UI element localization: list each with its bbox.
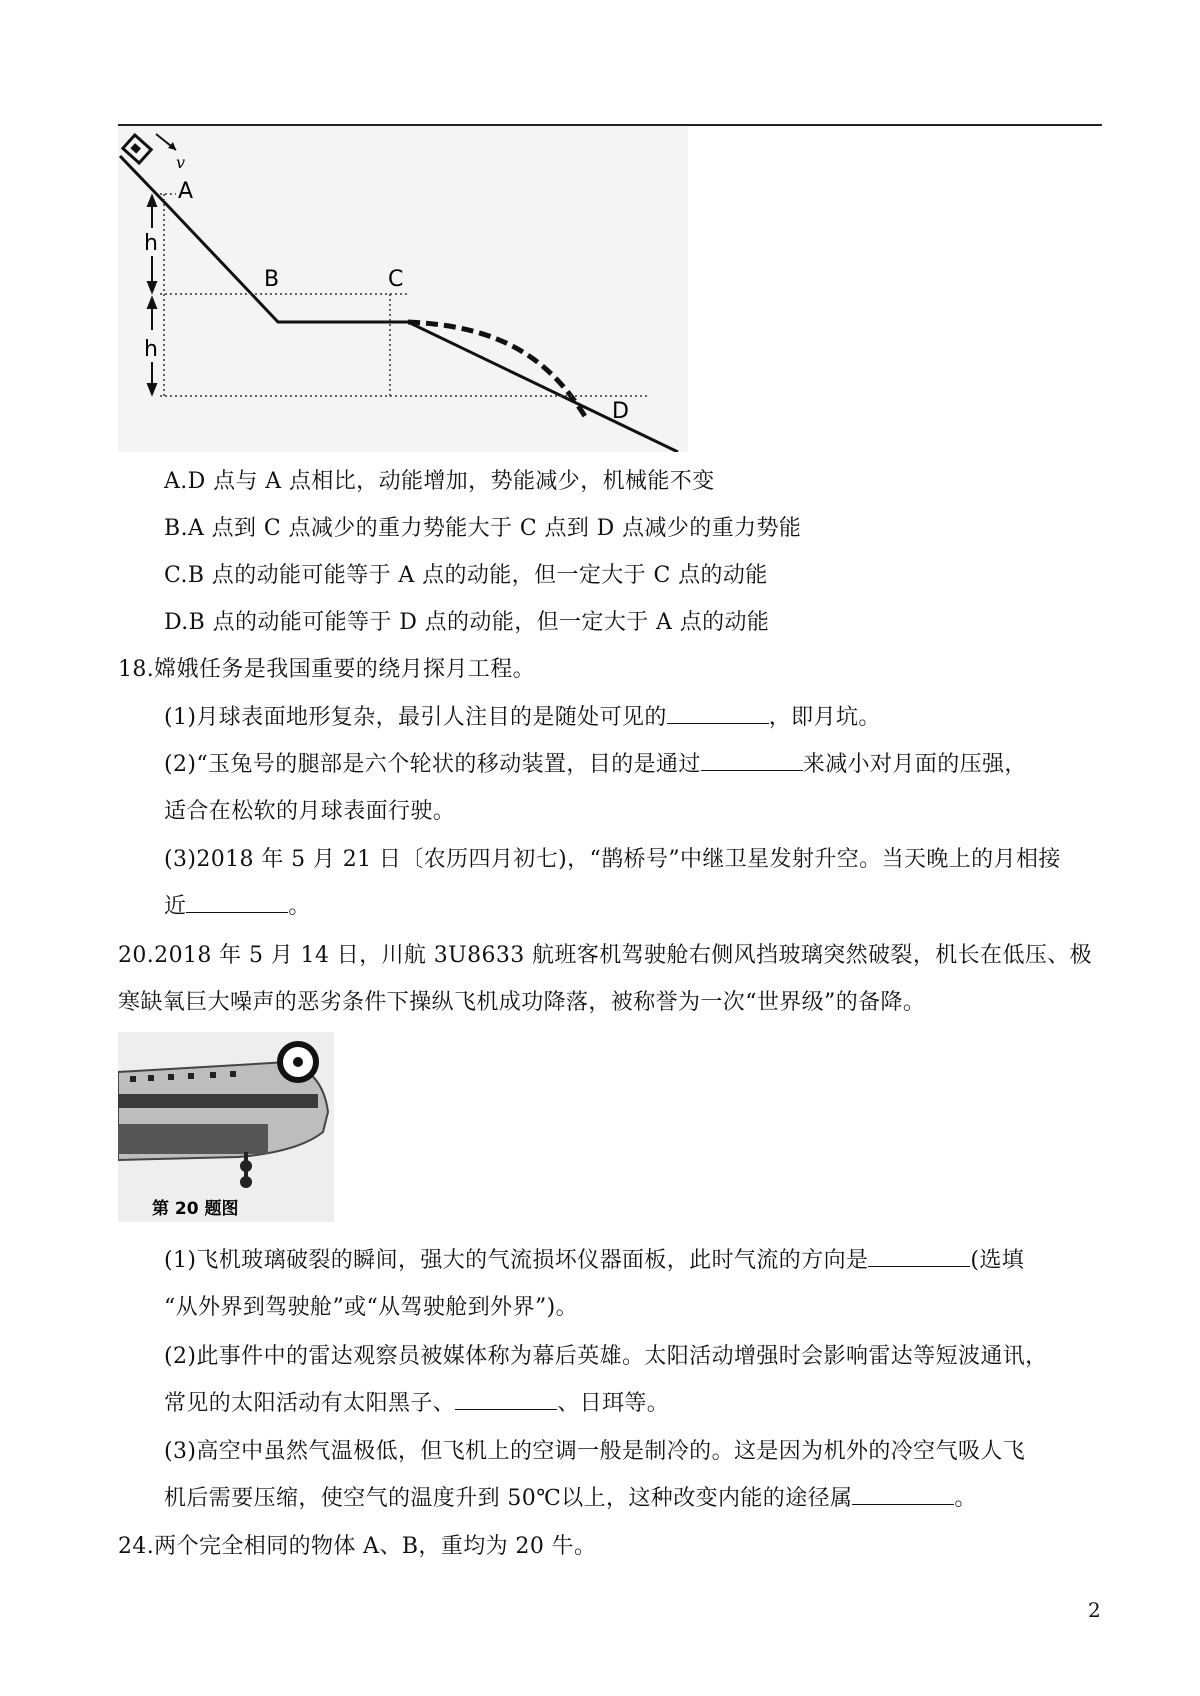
label-C: C: [388, 267, 404, 292]
option-c: C.B 点的动能可能等于 A 点的动能，但一定大于 C 点的动能: [164, 563, 768, 588]
airplane-photo: [118, 1032, 334, 1222]
q20-part1-cont: “从外界到驾驶舱”或“从驾驶舱到外界”)。: [164, 1295, 578, 1320]
q20-part3-cont: 机后需要压缩，使空气的温度升到 50℃以上，这种改变内能的途径属 。: [164, 1486, 977, 1511]
q20-part2: (2)此事件中的雷达观察员被媒体称为幕后英雄。太阳活动增强时会影响雷达等短波通讯，: [164, 1344, 1048, 1369]
answer-blank[interactable]: [455, 1389, 557, 1410]
option-d: D.B 点的动能可能等于 D 点的动能，但一定大于 A 点的动能: [164, 610, 770, 635]
answer-blank[interactable]: [701, 750, 803, 771]
option-a: A.D 点与 A 点相比，动能增加，势能减少，机械能不变: [164, 469, 715, 494]
page-number: 2: [1088, 1598, 1101, 1622]
q20-stem-cont: 寒缺氧巨大噪声的恶劣条件下操纵飞机成功降落，被称誉为一次“世界级”的备降。: [118, 990, 926, 1015]
q18-part1: (1)月球表面地形复杂，最引人注目的是随处可见的 ，即月坑。: [164, 705, 881, 730]
figure-caption: 第 20 题图: [152, 1199, 239, 1219]
label-h-upper: h: [144, 231, 158, 256]
q20-part3: (3)高空中虽然气温极低，但飞机上的空调一般是制冷的。这是因为机外的冷空气吸人飞: [164, 1439, 1026, 1464]
label-D: D: [612, 399, 629, 424]
q24-stem: 24.两个完全相同的物体 A、B，重均为 20 牛。: [118, 1534, 597, 1559]
track-diagram: [118, 126, 688, 452]
q18-part3: (3)2018 年 5 月 21 日〔农历四月初七)，“鹊桥号”中继卫星发射升空。当天晚上的月相接: [164, 847, 1061, 872]
answer-blank[interactable]: [186, 892, 288, 913]
answer-blank[interactable]: [868, 1246, 970, 1267]
q18-part3-cont: 近 。: [164, 894, 311, 919]
label-B: B: [264, 267, 280, 292]
q18-part2: (2)“玉兔号的腿部是六个轮状的移动装置，目的是通过 来减小对月面的压强，: [164, 752, 1027, 777]
label-h-lower: h: [144, 337, 158, 362]
q18-stem: 18.嫦娥任务是我国重要的绕月探月工程。: [118, 657, 535, 682]
q20-part2-cont: 常见的太阳活动有太阳黑子、 、日珥等。: [164, 1391, 670, 1416]
fuselage-stripe: [118, 1094, 318, 1108]
q18-part2-cont: 适合在松软的月球表面行驶。: [164, 799, 456, 824]
option-b: B.A 点到 C 点减少的重力势能大于 C 点到 D 点减少的重力势能: [164, 516, 802, 541]
label-A: A: [178, 179, 194, 204]
answer-blank[interactable]: [852, 1484, 954, 1505]
fuselage-underside: [118, 1124, 268, 1154]
q20-part1: (1)飞机玻璃破裂的瞬间，强大的气流损坏仪器面板，此时气流的方向是 (选填: [164, 1248, 1025, 1273]
label-v: v: [176, 153, 186, 172]
answer-blank[interactable]: [667, 703, 769, 724]
q20-stem: 20.2018 年 5 月 14 日，川航 3U8633 航班客机驾驶舱右侧风挡玻璃突然破裂，机长在低压、极: [118, 943, 1093, 968]
